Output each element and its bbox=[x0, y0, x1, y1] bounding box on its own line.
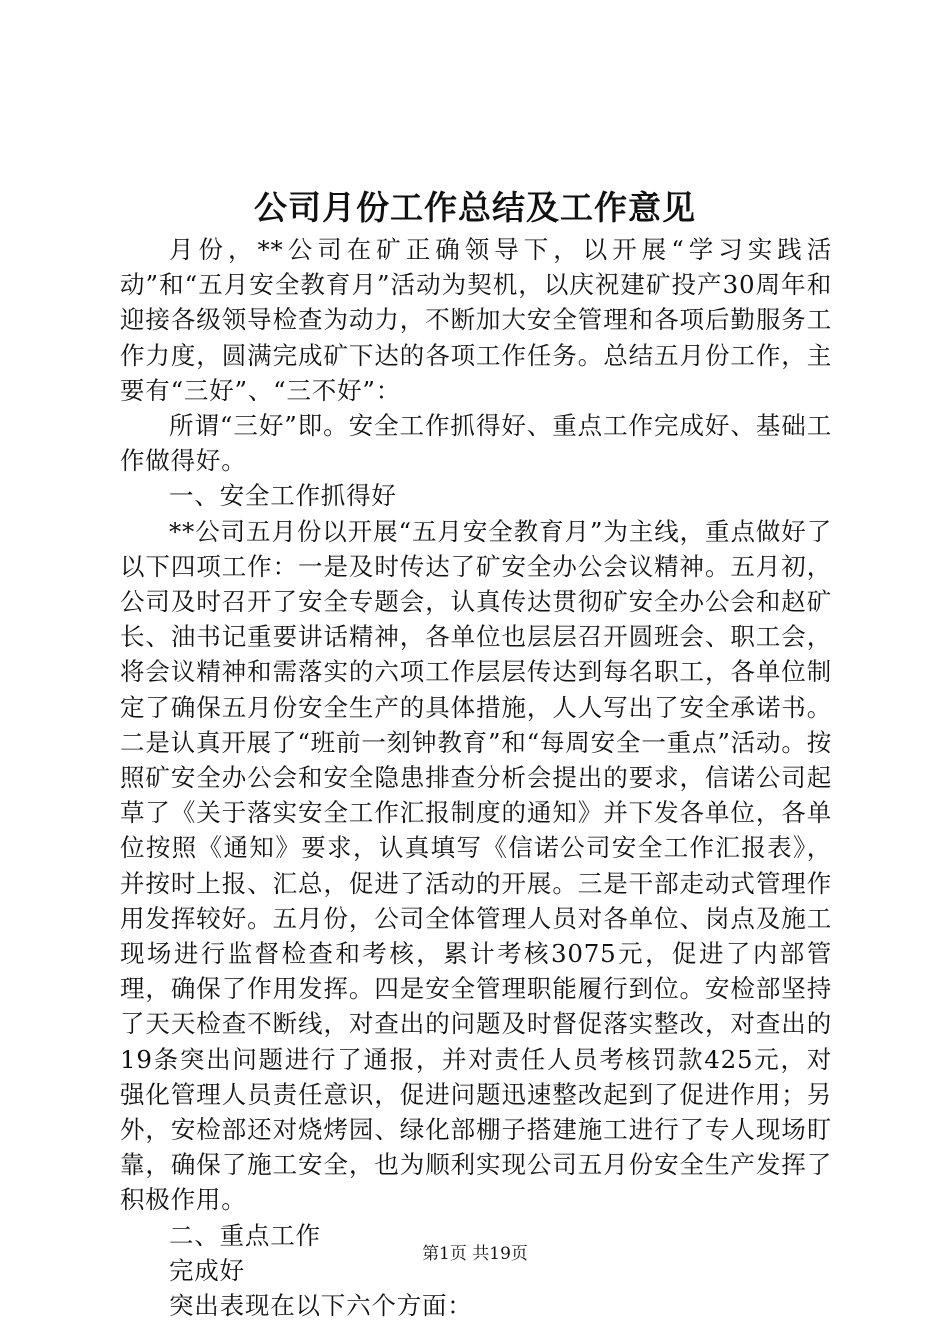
paragraph-three-goods: 所谓“三好”即。安全工作抓得好、重点工作完成好、基础工作做得好。 bbox=[120, 411, 832, 476]
paragraph-safety-details: **公司五月份以开展“五月安全教育月”为主线，重点做好了以下四项工作：一是及时传达了矿安全办公会议精神。五月初，公司及时召开了安全专题会，认真传达贯彻矿安全办公会和赵矿长、油书记重要讲话精神，各单位也层层召开圆班会、职工会，将会议精神和需落实的六项工作层层传达到每名职工，各单位制定了确保五月份安全生产的具体措施，人人写出了安全承诺书。二是认真开展了“班前一刻钟教育”和“每周安全一重点”活动。按照矿安全办公会和安全隐患排查分析会提出的要求，信诺公司起草了《关于落实安全工作汇报制度的通知》并下发各单位，各单位按照《通知》要求，认真填写《信诺公司安全工作汇报表》，并按时上报、汇总，促进了活动的开展。三是干部走动式管理作用发挥较好。五月份，公司全体管理人员对各单位、岗点及施工现场进行监督检查和考核，累计考核3075元，促进了内部管理，确保了作用发挥。四是安全管理职能履行到位。安检部坚持了天天检查不断线，对查出的问题及时督促落实整改，对查出的19条突出问题进行了通报，并对责任人员考核罚款425元，对强化管理人员责任意识，促进问题迅速整改起到了促进作用；另外，安检部还对烧烤园、绿化部棚子搭建施工进行了专人现场盯靠，确保了施工安全，也为顺利实现公司五月份安全生产发挥了积极作用。 bbox=[120, 516, 832, 1215]
document-body bbox=[120, 232, 832, 1323]
paragraph-intro: 月份，**公司在矿正确领导下，以开展“学习实践活动”和“五月安全教育月”活动为契机，以庆祝建矿投产30周年和迎接各级领导检查为动力，不断加大安全管理和各项后勤服务工作力度，圆满完成矿下达的各项工作任务。总结五月份工作，主要有“三好”、“三不好”： bbox=[120, 235, 832, 405]
paragraph-six-aspects: 突出表现在以下六个方面： bbox=[169, 1291, 473, 1321]
section-heading-key-work: 二、重点工作 bbox=[169, 1220, 321, 1250]
section-heading-safety: 一、安全工作抓得好 bbox=[169, 481, 397, 511]
section-heading-key-work-cont: 完成好 bbox=[169, 1255, 245, 1285]
page-footer: 第1页 共19页 bbox=[422, 1244, 528, 1264]
document-title: 公司月份工作总结及工作意见 bbox=[254, 188, 696, 227]
